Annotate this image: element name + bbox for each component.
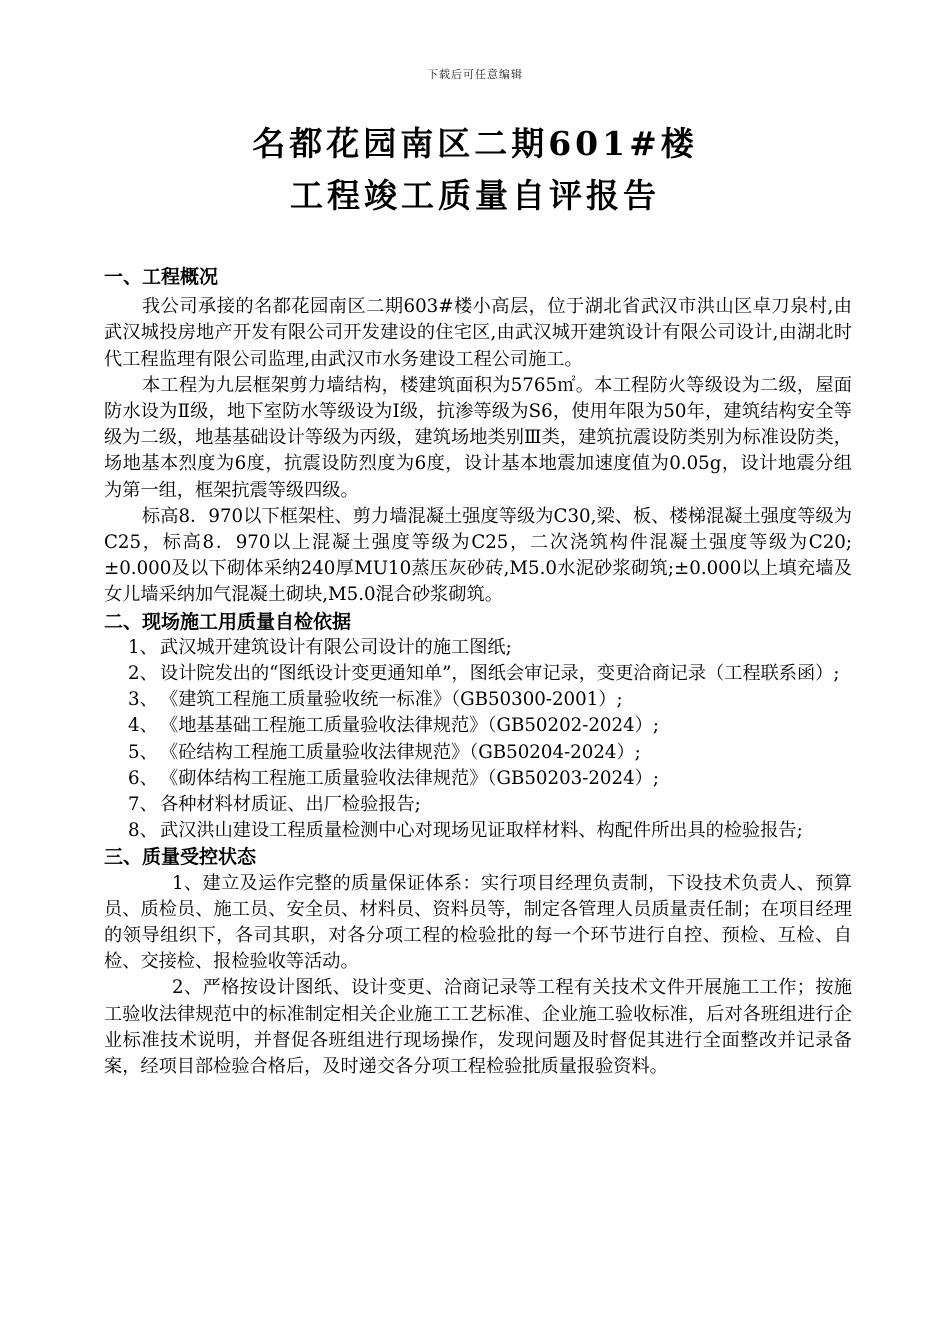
list-item <box>104 740 852 766</box>
list-item-number: 6、 <box>128 767 158 789</box>
document-title-line-2: 工程竣工质量自评报告 <box>290 176 660 215</box>
list-item-text: 各种材料材质证、出厂检验报告; <box>160 794 421 816</box>
section-heading-overview: 一、工程概况 <box>104 266 219 288</box>
list-item-text: 《砌体结构工程施工质量验收法律规范》（GB50203-2024）; <box>160 767 659 789</box>
list-item <box>104 635 852 661</box>
header-note: 下载后可任意编辑 <box>427 68 523 81</box>
list-item <box>104 766 852 792</box>
list-item-text: 《砼结构工程施工质量验收法律规范》（GB50204-2024）; <box>160 741 641 763</box>
basis-list <box>104 635 852 845</box>
list-item <box>104 661 852 687</box>
list-item-text: 武汉洪山建设工程质量检测中心对现场见证取样材料、构配件所出具的检验报告; <box>160 820 803 842</box>
list-item <box>104 792 852 818</box>
section-heading-quality-control: 三、质量受控状态 <box>104 846 257 869</box>
list-item-number: 8、 <box>128 820 158 842</box>
document-body <box>104 264 852 1080</box>
section-heading-basis: 二、现场施工用质量自检依据 <box>104 610 352 633</box>
quality-control-paragraph: 1、建立及运作完整的质量保证体系：实行项目经理负责制，下设技术负责人、预算员、质检员、施工员、安全员、材料员、资料员等，制定各管理人员质量责任制；在项目经理的领导组织下，各司其职，对各分项工程的检验批的每一个环节进行自控、预检、互检、自检、交接检、报检验收等活动。 <box>104 872 852 973</box>
quality-control-paragraph: 2、严格按设计图纸、设计变更、洽商记录等工程有关技术文件开展施工工作；按施工验收法律规范中的标准制定相关企业施工工艺标准、企业施工验收标准，后对各班组进行企业标准技术说明，并督促各班组进行现场操作，发现问题及时督促其进行全面整改并记录备案，经项目部检验合格后，及时递交各分项工程检验批质量报验资料。 <box>104 977 852 1078</box>
list-item-number: 3、 <box>128 689 158 711</box>
list-item-number: 5、 <box>128 741 158 763</box>
list-item-number: 1、 <box>128 636 158 658</box>
list-item-number: 7、 <box>128 794 158 816</box>
list-item <box>104 713 852 739</box>
list-item <box>104 818 852 844</box>
overview-paragraph: 标高8．970以下框架柱、剪力墙混凝土强度等级为C30,梁、板、楼梯混凝土强度等级为C25，标高8．970以上混凝土强度等级为C25，二次浇筑构件混凝土强度等级为C20;±0.000及以下砌体采纳240厚MU10蒸压灰砂砖,M5.0水泥砂浆砌筑;±0.000以上填充墙及女儿墙采纳加气混凝土砌块,M5.0混合砂浆砌筑。 <box>104 505 852 606</box>
list-item-text: 设计院发出的“图纸设计变更通知单”，图纸会审记录，变更洽商记录（工程联系函）; <box>160 663 840 685</box>
list-item-number: 2、 <box>128 663 158 685</box>
list-item <box>104 687 852 713</box>
list-item-text: 《地基基础工程施工质量验收法律规范》（GB50202-2024）; <box>160 715 659 737</box>
document-title-line-1: 名都花园南区二期601#楼 <box>252 124 698 163</box>
overview-paragraph: 我公司承接的名都花园南区二期603#楼小高层，位于湖北省武汉市洪山区卓刀泉村,由武汉城投房地产开发有限公司开发建设的住宅区,由武汉城开建筑设计有限公司设计,由湖北时代工程监理有限公司监理,由武汉市水务建设工程公司施工。 <box>104 296 852 370</box>
list-item-text: 武汉城开建筑设计有限公司设计的施工图纸; <box>160 636 512 658</box>
overview-paragraph: 本工程为九层框架剪力墙结构，楼建筑面积为5765㎡。本工程防火等级设为二级，屋面防水设为Ⅱ级，地下室防水等级设为Ⅰ级，抗渗等级为S6，使用年限为50年，建筑结构安全等级为二级，地基基础设计等级为丙级，建筑场地类别Ⅲ类，建筑抗震设防类别为标准设防类，场地基本烈度为6度，抗震设防烈度为6度，设计基本地震加速度值为0.05g，设计地震分组为第一组，框架抗震等级四级。 <box>104 374 852 501</box>
list-item-number: 4、 <box>128 715 158 737</box>
list-item-text: 《建筑工程施工质量验收统一标准》（GB50300-2001）; <box>160 689 623 711</box>
